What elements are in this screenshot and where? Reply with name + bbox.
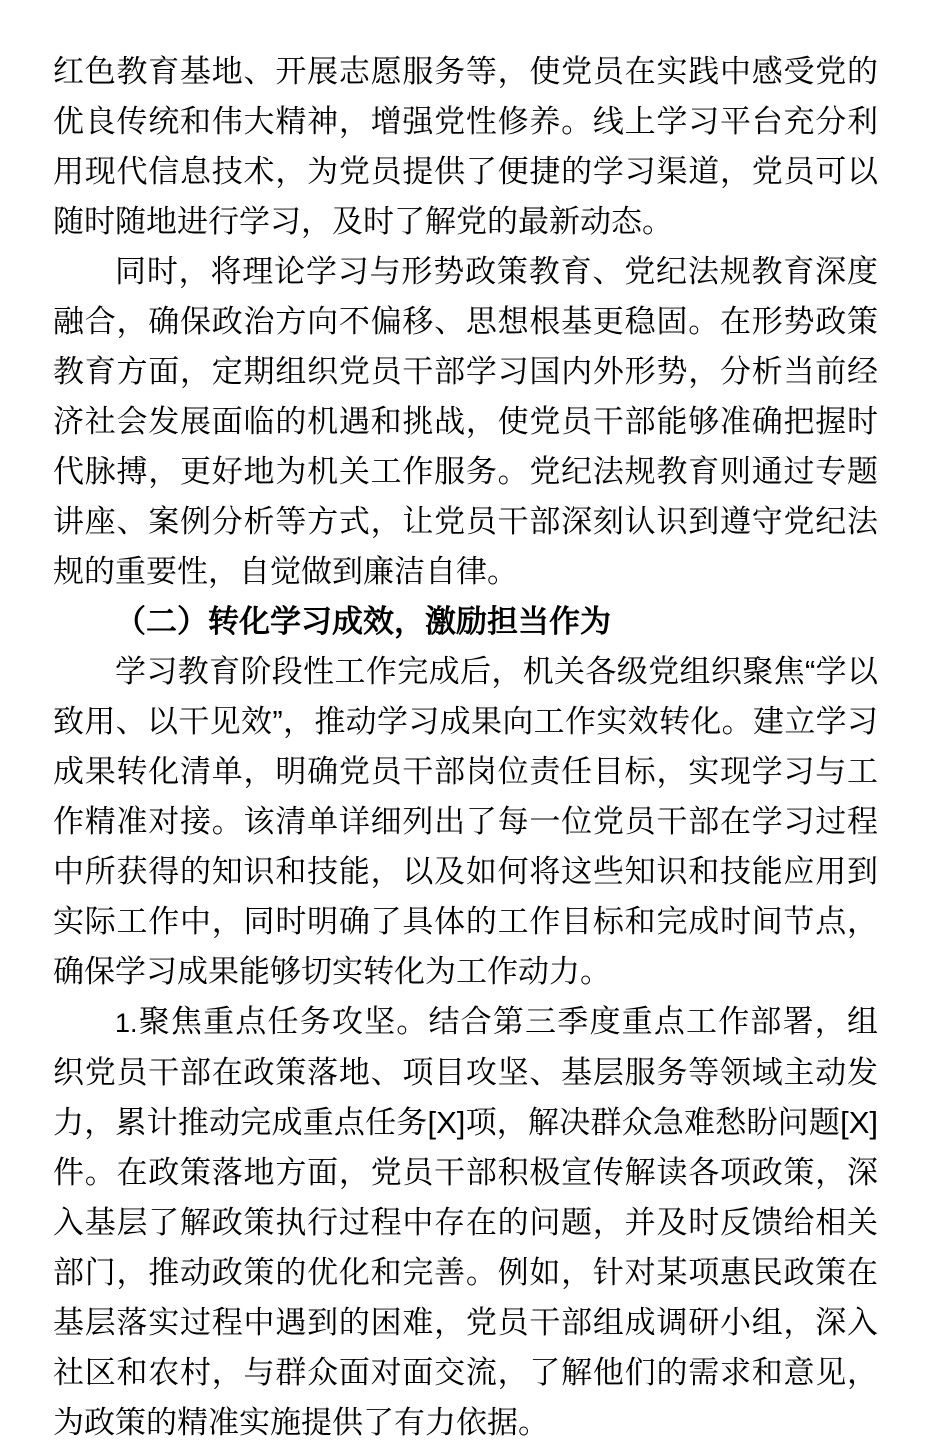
list-number-label: 1. [115, 1008, 138, 1038]
list-item-text: 聚焦重点任务攻坚。结合第三季度重点工作部署，组织党员干部在政策落地、项目攻坚、基层服务等领域主动发力，累计推动完成重点任务[X]项，解决群众急难愁盼问题[X]件。在政策落地方面，党员干部积极宣传解读各项政策，深入基层了解政策执行过程中存在的问题，并及时反馈给相关部门，推动政策的优化和完善。例如，针对某项惠民政策在基层落实过程中遇到的困难，党员干部组成调研小组，深入社区和农村，与群众面对面交流，了解他们的需求和意见，为政策的精准实施提供了有力依据。 [53, 1004, 878, 1440]
document-body [53, 47, 878, 1448]
paragraph-simultaneous-integration: 同时，将理论学习与形势政策教育、党纪法规教育深度融合，确保政治方向不偏移、思想根基更稳固。在形势政策教育方面，定期组织党员干部学习国内外形势，分析当前经济社会发展面临的机遇和挑战，使党员干部能够准确把握时代脉搏，更好地为机关工作服务。党纪法规教育则通过专题讲座、案例分析等方式，让党员干部深刻认识到遵守党纪法规的重要性，自觉做到廉洁自律。 [53, 254, 878, 589]
paragraph-numbered-one [53, 997, 878, 1448]
section-heading-two: （二）转化学习成效，激励担当作为 [115, 604, 611, 639]
paragraph-continued: 红色教育基地、开展志愿服务等，使党员在实践中感受党的优良传统和伟大精神，增强党性修养。线上学习平台充分利用现代信息技术，为党员提供了便捷的学习渠道，党员可以随时随地进行学习，及时了解党的最新动态。 [53, 54, 878, 239]
paragraph-learning-outcome-conversion: 学习教育阶段性工作完成后，机关各级党组织聚焦“学以致用、以干见效”，推动学习成果向工作实效转化。建立学习成果转化清单，明确党员干部岗位责任目标，实现学习与工作精准对接。该清单详细列出了每一位党员干部在学习过程中所获得的知识和技能，以及如何将这些知识和技能应用到实际工作中，同时明确了具体的工作目标和完成时间节点，确保学习成果能够切实转化为工作动力。 [53, 654, 878, 989]
